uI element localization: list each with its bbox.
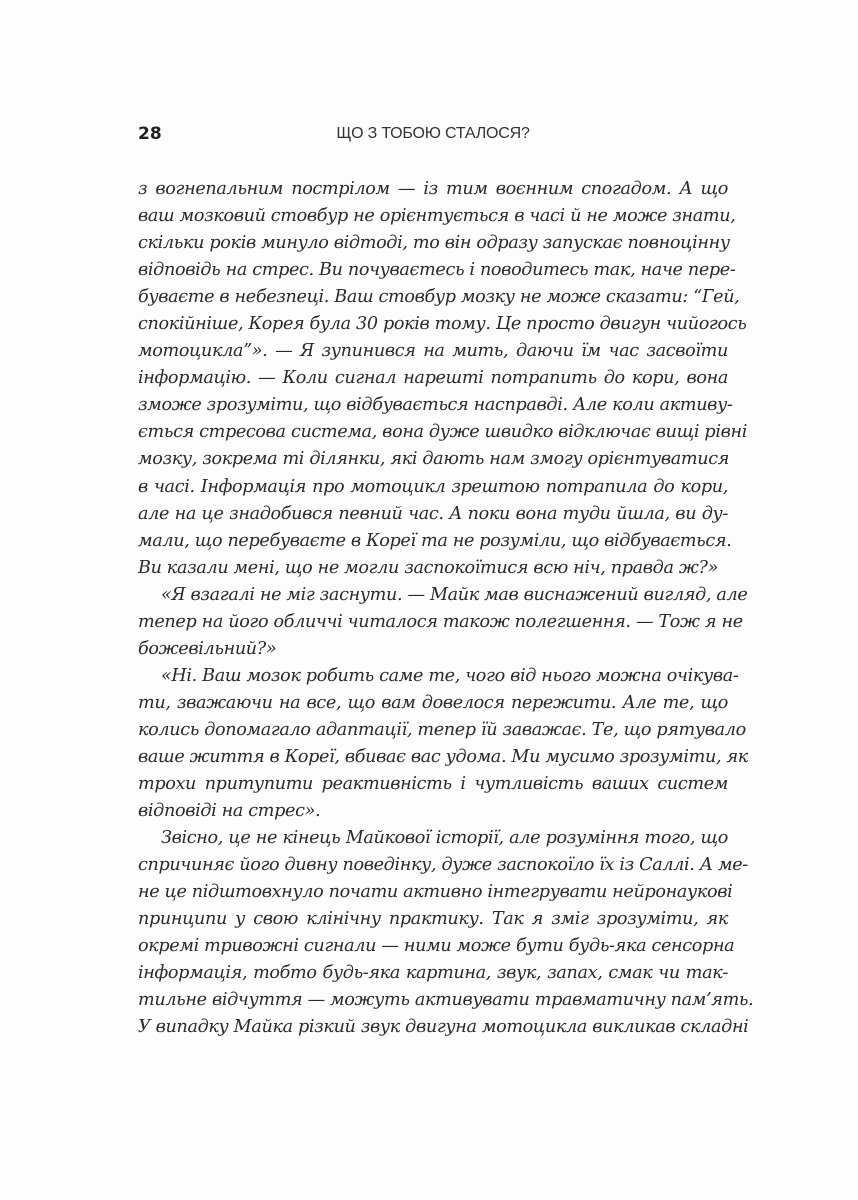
text-line: ваш мозковий стовбур не орієнтується в часі й не може знати,	[138, 206, 736, 227]
text-line: ти, зважаючи на все, що вам довелося пережити. Але те, що	[138, 692, 728, 713]
text-line: інформація, тобто будь-яка картина, звук, запах, смак чи так-	[138, 963, 728, 984]
text-line: окремі тривожні сигнали — ними може бути будь-яка сенсорна	[138, 936, 735, 957]
text-line: принципи у свою клінічну практику. Так я зміг зрозуміти, як	[138, 909, 728, 930]
text-line: ваше життя в Кореї, вбиває вас удома. Ми мусимо зрозуміти, як	[138, 746, 748, 767]
text-line: «Ні. Ваш мозок робить саме те, чого від нього можна очікува-	[161, 665, 739, 686]
text-line: божевільний?»	[138, 638, 277, 659]
page-header	[138, 124, 728, 148]
text-line: ється стресова система, вона дуже швидко відключає вищі рівні	[138, 422, 748, 443]
text-line: не це підштовхнуло почати активно інтегрувати нейронаукові	[138, 882, 733, 903]
text-line: але на це знадобився певний час. А поки вона туди йшла, ви ду-	[138, 503, 728, 524]
text-line: скільки років минуло відтоді, то він одразу запускає повноцінну	[138, 233, 730, 254]
text-line: зможе зрозуміти, що відбувається насправді. Але коли активу-	[138, 395, 733, 416]
text-line: Звісно, це не кінець Майкової історії, але розуміння того, що	[161, 828, 728, 849]
text-line: трохи притупити реактивність і чутливість ваших систем	[138, 774, 728, 795]
text-line: з вогнепальним пострілом — із тим воєнним спогадом. А що	[138, 179, 728, 199]
text-line: буваєте в небезпеці. Ваш стовбур мозку не може сказати: “Гей,	[138, 287, 740, 308]
text-line: «Я взагалі не міг заснути. — Майк мав виснажений вигляд, але	[161, 584, 748, 605]
text-line: відповідь на стрес. Ви почуваєтесь і поводитесь так, наче пере-	[138, 260, 736, 281]
text-line: спокійніше, Корея була 30 років тому. Це просто двигун чийогось	[138, 314, 747, 335]
body-text	[138, 176, 754, 1042]
text-line: тильне відчуття — можуть активувати травматичну пам’ять.	[138, 990, 754, 1011]
text-line: колись допомагало адаптації, тепер їй заважає. Те, що рятувало	[138, 719, 746, 740]
text-line: мотоцикла”». — Я зупинився на мить, даючи їм час засвоїти	[138, 341, 728, 362]
text-line: інформацію. — Коли сигнал нарешті потрапить до кори, вона	[138, 368, 728, 389]
text-line: відповіді на стрес».	[138, 801, 321, 822]
text-line: Ви казали мені, що не могли заспокоїтися всю ніч, правда ж?»	[138, 557, 719, 578]
text-line: мали, що перебуваєте в Кореї та не розуміли, що відбувається.	[138, 530, 732, 551]
text-line: в часі. Інформація про мотоцикл зрештою потрапила до кори,	[138, 476, 728, 497]
text-line: тепер на його обличчі читалося також полегшення. — Тож я не	[138, 611, 743, 632]
text-line: мозку, зокрема ті ділянки, які дають нам змогу орієнтуватися	[138, 449, 729, 470]
page-number: 28	[138, 124, 162, 144]
running-title: ЩО З ТОБОЮ СТАЛОСЯ?	[336, 125, 530, 142]
text-line: спричиняє його дивну поведінку, дуже заспокоїло їх із Саллі. А ме-	[138, 855, 748, 876]
text-line: У випадку Майка різкий звук двигуна мотоцикла викликав складні	[138, 1017, 749, 1038]
